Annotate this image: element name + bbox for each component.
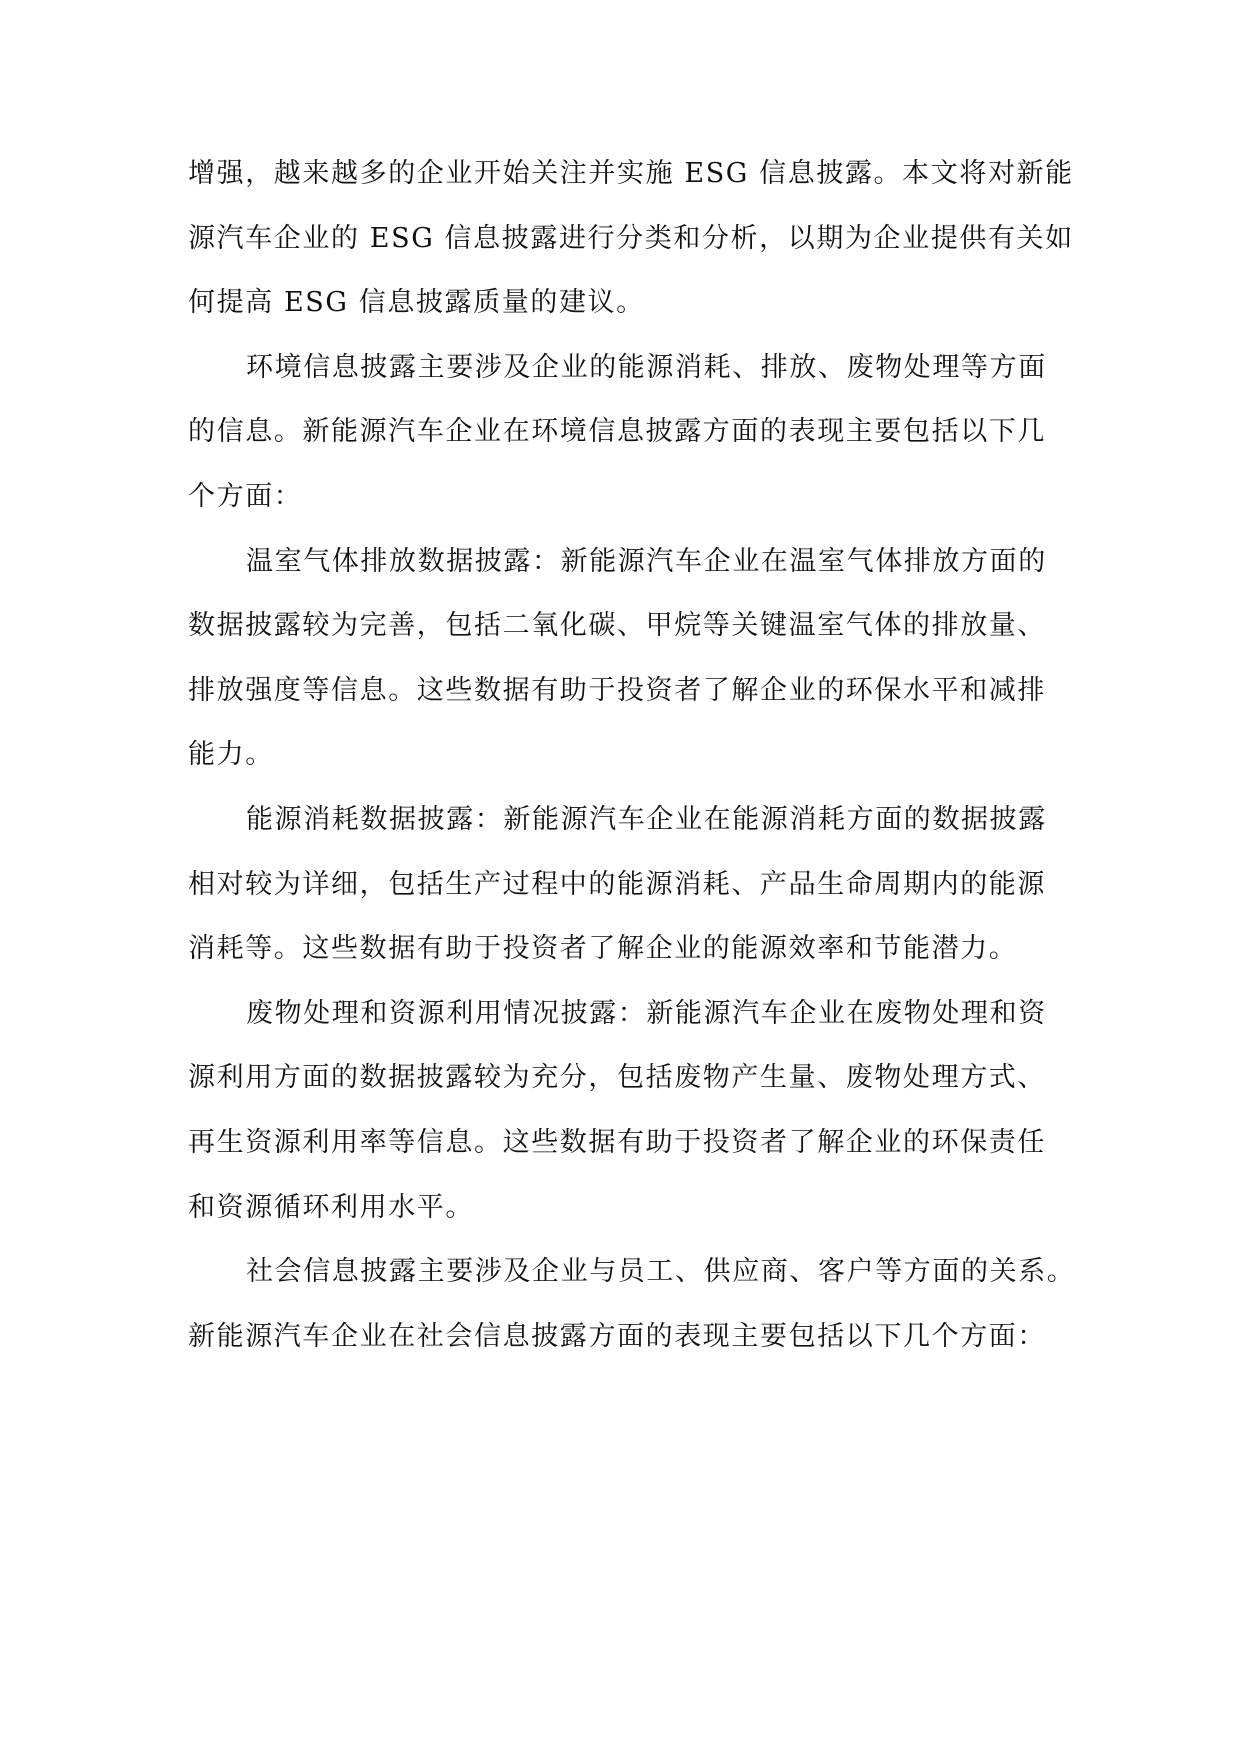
text-line: 源汽车企业的 ESG 信息披露进行分类和分析，以期为企业提供有关如 xyxy=(188,222,1074,254)
text-line: 何提高 ESG 信息披露质量的建议。 xyxy=(188,287,645,319)
text-line: 排放强度等信息。这些数据有助于投资者了解企业的环保水平和减排 xyxy=(188,674,1046,706)
text-line: 源利用方面的数据披露较为充分，包括废物产生量、废物处理方式、 xyxy=(188,1062,1046,1094)
paragraph-social-disclosure xyxy=(188,1240,1076,1369)
text-line: 废物处理和资源利用情况披露：新能源汽车企业在废物处理和资 xyxy=(246,997,1047,1029)
text-line: 再生资源利用率等信息。这些数据有助于投资者了解企业的环保责任 xyxy=(188,1126,1046,1158)
text-line: 能力。 xyxy=(188,739,274,771)
text-line: 社会信息披露主要涉及企业与员工、供应商、客户等方面的关系。 xyxy=(246,1256,1076,1288)
text-line: 和资源循环利用水平。 xyxy=(188,1191,474,1223)
text-line: 能源消耗数据披露：新能源汽车企业在能源消耗方面的数据披露 xyxy=(246,803,1047,835)
text-line: 相对较为详细，包括生产过程中的能源消耗、产品生命周期内的能源 xyxy=(188,868,1046,900)
paragraph-environmental-disclosure xyxy=(188,336,1054,530)
text-line: 新能源汽车企业在社会信息披露方面的表现主要包括以下几个方面： xyxy=(188,1320,1046,1352)
text-line: 的信息。新能源汽车企业在环境信息披露方面的表现主要包括以下几 xyxy=(188,416,1046,448)
text-line: 数据披露较为完善，包括二氧化碳、甲烷等关键温室气体的排放量、 xyxy=(188,610,1046,642)
text-line: 个方面： xyxy=(188,480,303,512)
body-text xyxy=(188,142,1076,1369)
text-line: 温室气体排放数据披露：新能源汽车企业在温室气体排放方面的 xyxy=(246,545,1047,577)
text-line: 环境信息披露主要涉及企业的能源消耗、排放、废物处理等方面 xyxy=(246,351,1047,383)
text-line: 增强，越来越多的企业开始关注并实施 ESG 信息披露。本文将对新能 xyxy=(188,158,1074,189)
text-line: 消耗等。这些数据有助于投资者了解企业的能源效率和节能潜力。 xyxy=(188,933,1018,965)
paragraph-waste-resources xyxy=(188,982,1054,1240)
paragraph-energy-consumption xyxy=(188,788,1054,982)
paragraph-esg-intro-continued xyxy=(188,142,1074,336)
paragraph-ghg-emissions xyxy=(188,530,1054,788)
